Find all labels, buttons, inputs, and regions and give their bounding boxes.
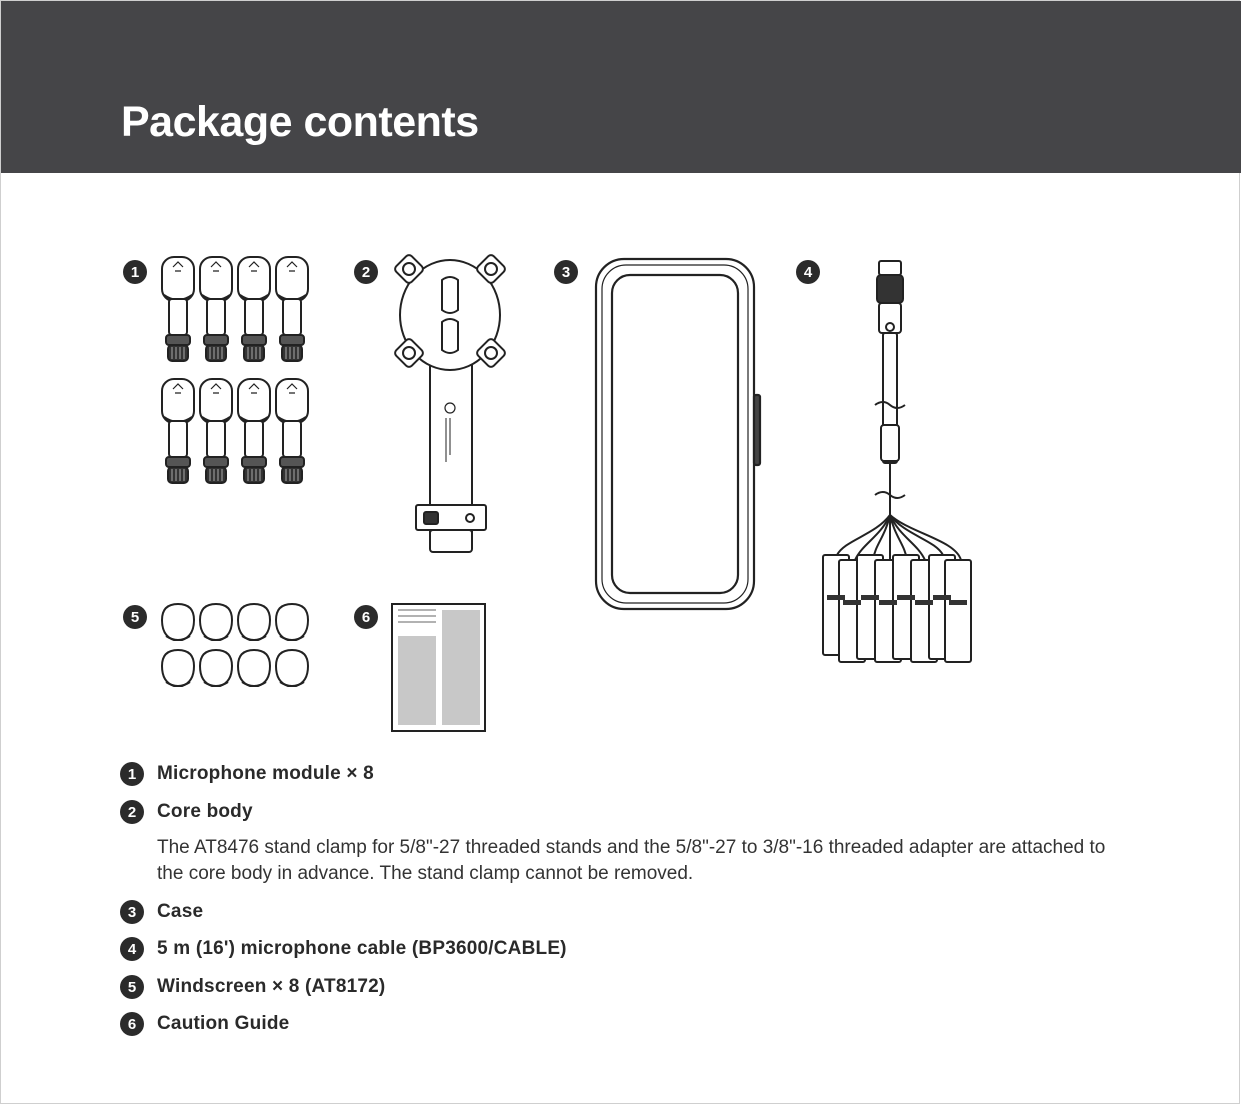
figure-badge-3: 3 bbox=[554, 260, 578, 284]
core-body-illustration bbox=[380, 250, 520, 560]
figure-badge-6: 6 bbox=[354, 605, 378, 629]
figure-badge-5: 5 bbox=[123, 605, 147, 629]
windscreen-illustration bbox=[158, 600, 313, 695]
list-item bbox=[120, 762, 374, 786]
item-number-badge: 5 bbox=[120, 975, 144, 999]
item-label: 5 m (16') microphone cable (BP3600/CABLE) bbox=[157, 938, 567, 959]
item-number-badge: 2 bbox=[120, 800, 144, 824]
list-item bbox=[120, 900, 203, 924]
item-number-badge: 4 bbox=[120, 937, 144, 961]
cable-illustration bbox=[815, 255, 980, 665]
item-label: Case bbox=[157, 901, 204, 922]
microphone-module-illustration bbox=[155, 255, 320, 495]
list-item bbox=[120, 1012, 289, 1036]
list-item bbox=[120, 937, 567, 961]
caution-guide-illustration bbox=[390, 602, 488, 734]
list-item bbox=[120, 800, 253, 824]
item-label: Core body bbox=[157, 801, 253, 822]
item-number-badge: 6 bbox=[120, 1012, 144, 1036]
figure-badge-4: 4 bbox=[796, 260, 820, 284]
item-label: Microphone module × 8 bbox=[157, 763, 374, 784]
page-header bbox=[1, 1, 1241, 173]
figure-badge-2: 2 bbox=[354, 260, 378, 284]
list-item bbox=[120, 975, 385, 999]
page-title: Package contents bbox=[121, 98, 479, 146]
item-label: Caution Guide bbox=[157, 1013, 290, 1034]
figure-badge-1: 1 bbox=[123, 260, 147, 284]
item-number-badge: 1 bbox=[120, 762, 144, 786]
case-illustration bbox=[590, 255, 765, 615]
item-number-badge: 3 bbox=[120, 900, 144, 924]
item-description: The AT8476 stand clamp for 5/8"-27 threaded stands and the 5/8"-27 to 3/8"-16 threaded adapter are attached to the core body in advance. The stand clamp cannot be removed. bbox=[157, 837, 1106, 884]
item-label: Windscreen × 8 (AT8172) bbox=[157, 976, 386, 997]
